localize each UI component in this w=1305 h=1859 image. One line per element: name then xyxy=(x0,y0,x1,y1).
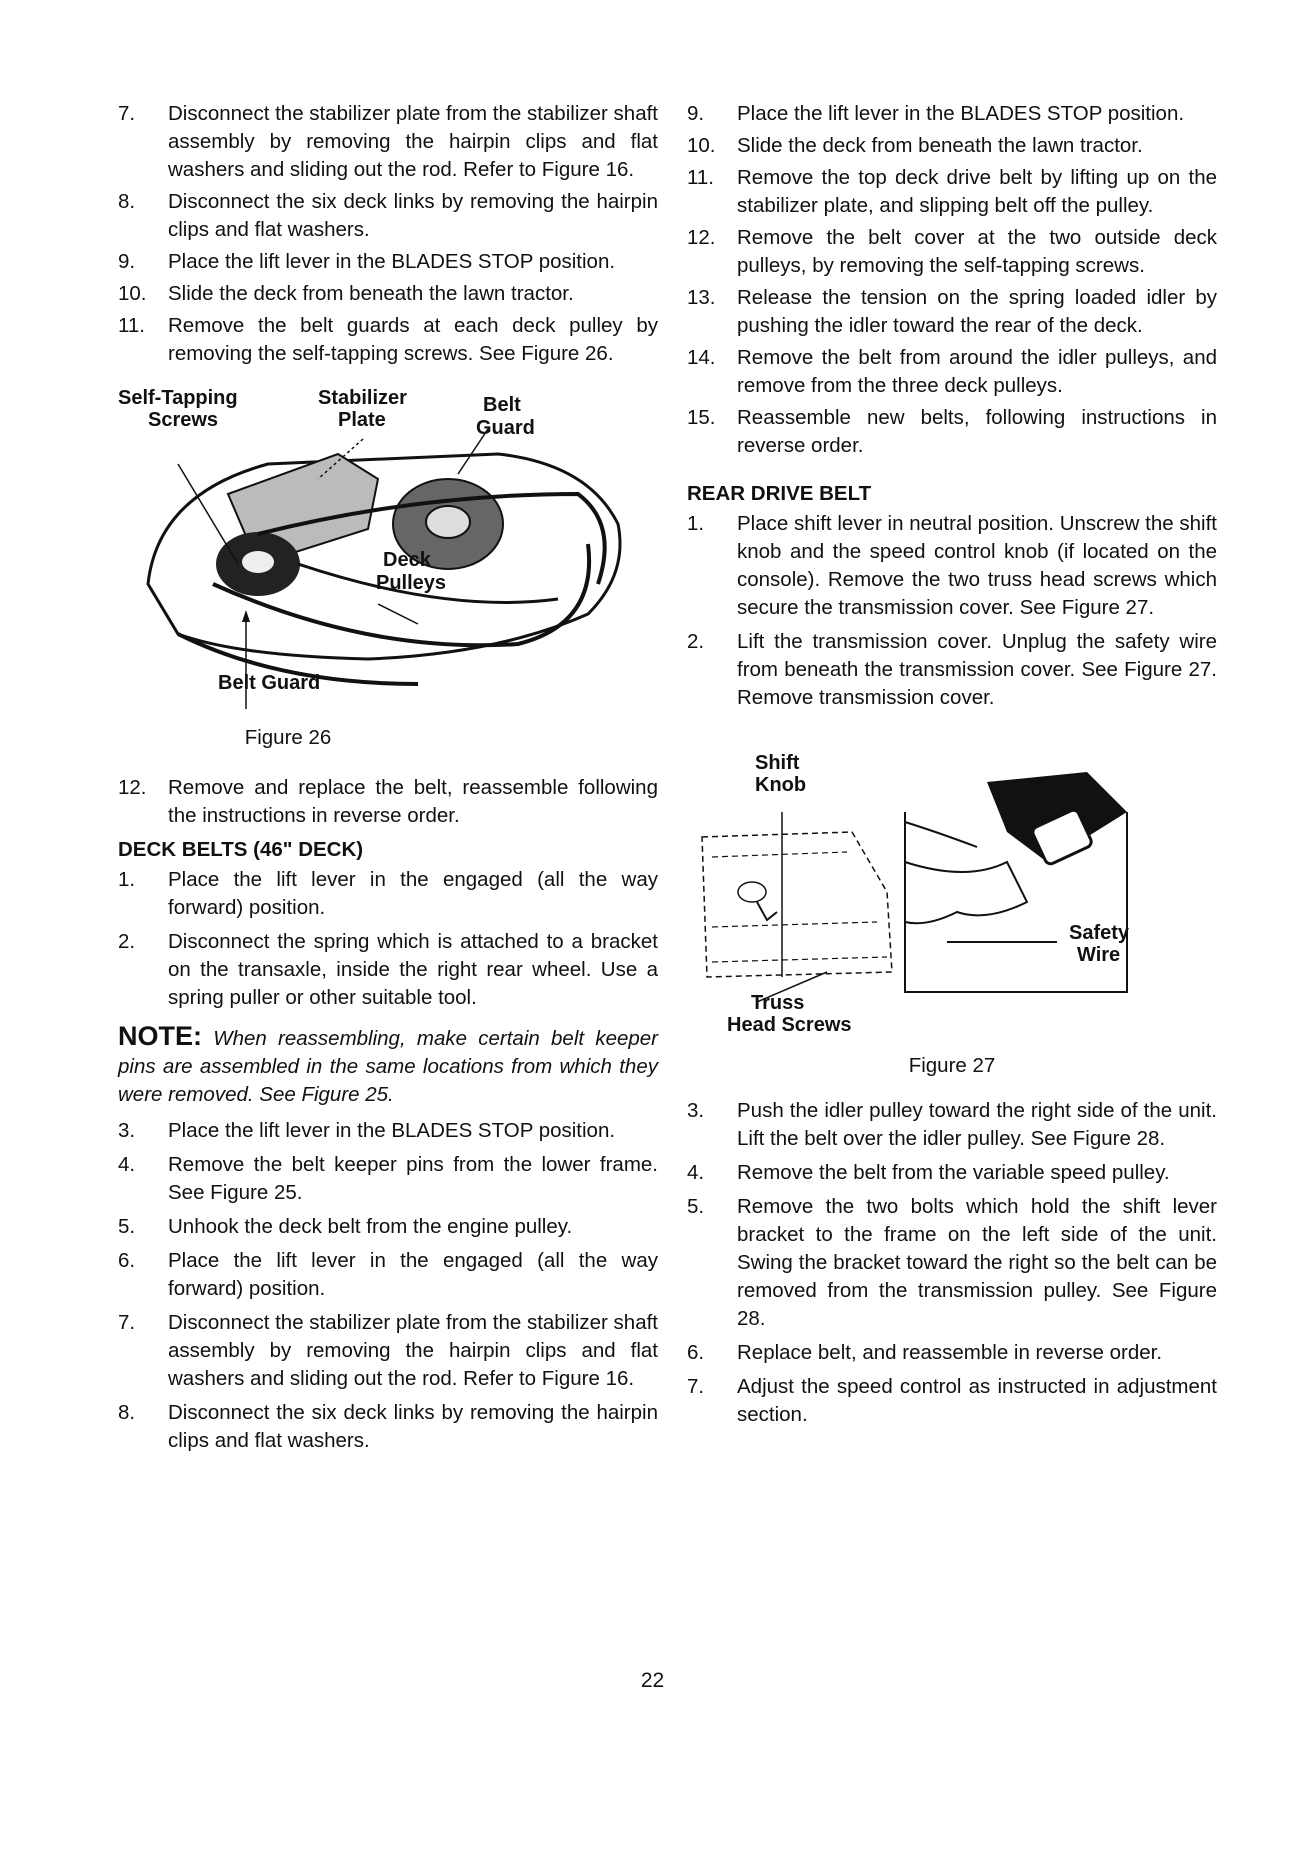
step-list-c xyxy=(118,866,658,1012)
list-item xyxy=(687,284,1217,340)
item-text: Remove the belt from around the idler pulleys, and remove from the three deck pulleys. xyxy=(737,346,1217,397)
page-number: 22 xyxy=(640,1669,665,1692)
list-item xyxy=(687,1373,1217,1429)
label-truss: Truss xyxy=(751,992,805,1014)
label-plate: Plate xyxy=(338,409,386,431)
item-number: 2. xyxy=(118,930,136,953)
item-number: 8. xyxy=(118,1401,136,1424)
figure-caption: Figure 27 xyxy=(908,1054,996,1077)
figure-27 xyxy=(687,752,1217,1097)
list-item xyxy=(118,1309,658,1393)
item-text: Disconnect the six deck links by removing the hairpin clips and flat washers. xyxy=(168,1401,658,1452)
list-item xyxy=(118,928,658,1012)
label-wire: Wire xyxy=(1077,944,1121,966)
item-number: 12. xyxy=(687,226,716,249)
label-deck: Deck xyxy=(383,549,431,571)
label-head-screws: Head Screws xyxy=(727,1014,852,1036)
list-item xyxy=(687,628,1217,712)
item-number: 11. xyxy=(118,314,145,337)
item-number: 10. xyxy=(118,282,147,305)
item-number: 9. xyxy=(118,250,136,273)
item-number: 6. xyxy=(118,1249,136,1272)
label-screws: Screws xyxy=(148,409,219,431)
item-text: Place the lift lever in the BLADES STOP position. xyxy=(168,1119,616,1142)
item-number: 4. xyxy=(687,1161,705,1184)
label-self-tapping: Self-Tapping xyxy=(118,387,238,409)
list-item xyxy=(118,188,658,244)
item-text: Remove the top deck drive belt by lifting up on the stabilizer plate, and slipping belt off the pulley. xyxy=(737,166,1217,217)
item-text: Remove the belt cover at the two outside deck pulleys, by removing the self-tapping screws. xyxy=(737,226,1217,277)
label-stabilizer: Stabilizer xyxy=(318,387,407,409)
item-number: 6. xyxy=(687,1341,705,1364)
item-text: Slide the deck from beneath the lawn tractor. xyxy=(737,134,1143,157)
list-item xyxy=(687,1193,1217,1333)
item-number: 13. xyxy=(687,286,716,309)
item-text: Lift the transmission cover. Unplug the safety wire from beneath the transmission cover. See Figure 27. Remove transmission cover. xyxy=(737,630,1217,709)
list-item xyxy=(687,404,1217,460)
section-heading-rear-drive-belt: REAR DRIVE BELT xyxy=(687,482,872,505)
list-item xyxy=(687,132,1217,160)
list-item xyxy=(118,1213,658,1241)
item-text: Place shift lever in neutral position. Unscrew the shift knob and the speed control knob (if located on the console). Remove the two truss head screws which secure the transmission cover. See Figure 27. xyxy=(737,512,1217,619)
item-text: Place the lift lever in the BLADES STOP position. xyxy=(737,102,1185,125)
list-item xyxy=(687,1159,1217,1187)
list-item xyxy=(118,100,658,184)
list-item xyxy=(118,312,658,368)
step-list-c xyxy=(687,1097,1217,1429)
label-knob: Knob xyxy=(755,774,807,796)
label-belt-guard: Belt Guard xyxy=(218,672,321,694)
item-text: Replace belt, and reassemble in reverse order. xyxy=(737,1341,1163,1364)
item-number: 4. xyxy=(118,1153,136,1176)
list-item xyxy=(118,866,658,922)
item-text: Disconnect the six deck links by removing the hairpin clips and flat washers. xyxy=(168,190,658,241)
item-number: 7. xyxy=(118,1311,136,1334)
section-heading-deck-belts: DECK BELTS (46" DECK) xyxy=(118,838,364,861)
list-item xyxy=(687,1339,1217,1367)
item-text: Disconnect the stabilizer plate from the stabilizer shaft assembly by removing the hairpin clips and flat washers and sliding out the rod. Refer to Figure 16. xyxy=(168,102,658,181)
right-column xyxy=(687,100,1217,1429)
figure-26 xyxy=(118,384,658,774)
note-block xyxy=(118,1022,658,1109)
note-text: When reassembling, make certain belt keeper pins are assembled in the same locations from which they were removed. See Figure 25. xyxy=(118,1027,658,1106)
list-item xyxy=(118,248,658,276)
item-text: Remove the belt guards at each deck pulley by removing the self-tapping screws. See Figure 26. xyxy=(168,314,658,365)
list-item xyxy=(118,1399,658,1455)
item-text: Disconnect the spring which is attached to a bracket on the transaxle, inside the right rear wheel. Use a spring puller or other suitable tool. xyxy=(168,930,658,1009)
list-item xyxy=(687,164,1217,220)
list-item xyxy=(687,1097,1217,1153)
note-label: NOTE: xyxy=(118,1021,202,1051)
list-item xyxy=(118,280,658,308)
item-number: 8. xyxy=(118,190,136,213)
left-column xyxy=(118,100,658,1455)
item-text: Release the tension on the spring loaded idler by pushing the idler toward the rear of the deck. xyxy=(737,286,1217,337)
item-text: Push the idler pulley toward the right side of the unit. Lift the belt over the idler pulley. See Figure 28. xyxy=(737,1099,1217,1150)
label-pulleys: Pulleys xyxy=(376,572,447,594)
item-text: Disconnect the stabilizer plate from the stabilizer shaft assembly by removing the hairpin clips and flat washers and sliding out the rod. Refer to Figure 16. xyxy=(168,1311,658,1390)
step-list-b xyxy=(118,774,658,830)
list-item xyxy=(687,100,1217,128)
item-number: 12. xyxy=(118,776,147,799)
item-number: 5. xyxy=(118,1215,136,1238)
item-text: Remove and replace the belt, reassemble following the instructions in reverse order. xyxy=(168,776,658,827)
item-number: 1. xyxy=(687,512,705,535)
label-guard: Guard xyxy=(476,417,535,439)
step-list-d xyxy=(118,1117,658,1455)
item-text: Remove the belt keeper pins from the lower frame. See Figure 25. xyxy=(168,1153,658,1204)
item-number: 11. xyxy=(687,166,714,189)
item-number: 14. xyxy=(687,346,716,369)
list-item xyxy=(118,774,658,830)
item-number: 7. xyxy=(687,1375,705,1398)
list-item xyxy=(687,344,1217,400)
list-item xyxy=(118,1247,658,1303)
step-list-a xyxy=(687,100,1217,460)
list-item xyxy=(118,1151,658,1207)
item-number: 10. xyxy=(687,134,716,157)
item-text: Place the lift lever in the BLADES STOP position. xyxy=(168,250,616,273)
item-number: 1. xyxy=(118,868,136,891)
item-number: 5. xyxy=(687,1195,705,1218)
list-item xyxy=(687,224,1217,280)
list-item xyxy=(118,1117,658,1145)
step-list-a xyxy=(118,100,658,368)
item-text: Remove the two bolts which hold the shift lever bracket to the frame on the left side of the unit. Swing the bracket toward the right so the belt can be removed from the transmission pulley. See Figure 28. xyxy=(737,1195,1217,1330)
item-text: Place the lift lever in the engaged (all the way forward) position. xyxy=(168,868,658,919)
list-item xyxy=(687,510,1217,622)
item-number: 9. xyxy=(687,102,705,125)
figure-caption: Figure 26 xyxy=(244,726,332,749)
item-number: 15. xyxy=(687,406,716,429)
item-number: 2. xyxy=(687,630,705,653)
item-text: Slide the deck from beneath the lawn tractor. xyxy=(168,282,574,305)
label-shift: Shift xyxy=(755,752,800,774)
item-text: Reassemble new belts, following instructions in reverse order. xyxy=(737,406,1217,457)
label-safety: Safety xyxy=(1069,922,1130,944)
label-belt: Belt xyxy=(483,394,521,416)
item-number: 3. xyxy=(687,1099,705,1122)
item-text: Adjust the speed control as instructed in adjustment section. xyxy=(737,1375,1217,1426)
item-text: Unhook the deck belt from the engine pulley. xyxy=(168,1215,573,1238)
item-text: Remove the belt from the variable speed pulley. xyxy=(737,1161,1170,1184)
item-text: Place the lift lever in the engaged (all the way forward) position. xyxy=(168,1249,658,1300)
step-list-b xyxy=(687,510,1217,712)
item-number: 3. xyxy=(118,1119,136,1142)
item-number: 7. xyxy=(118,102,136,125)
